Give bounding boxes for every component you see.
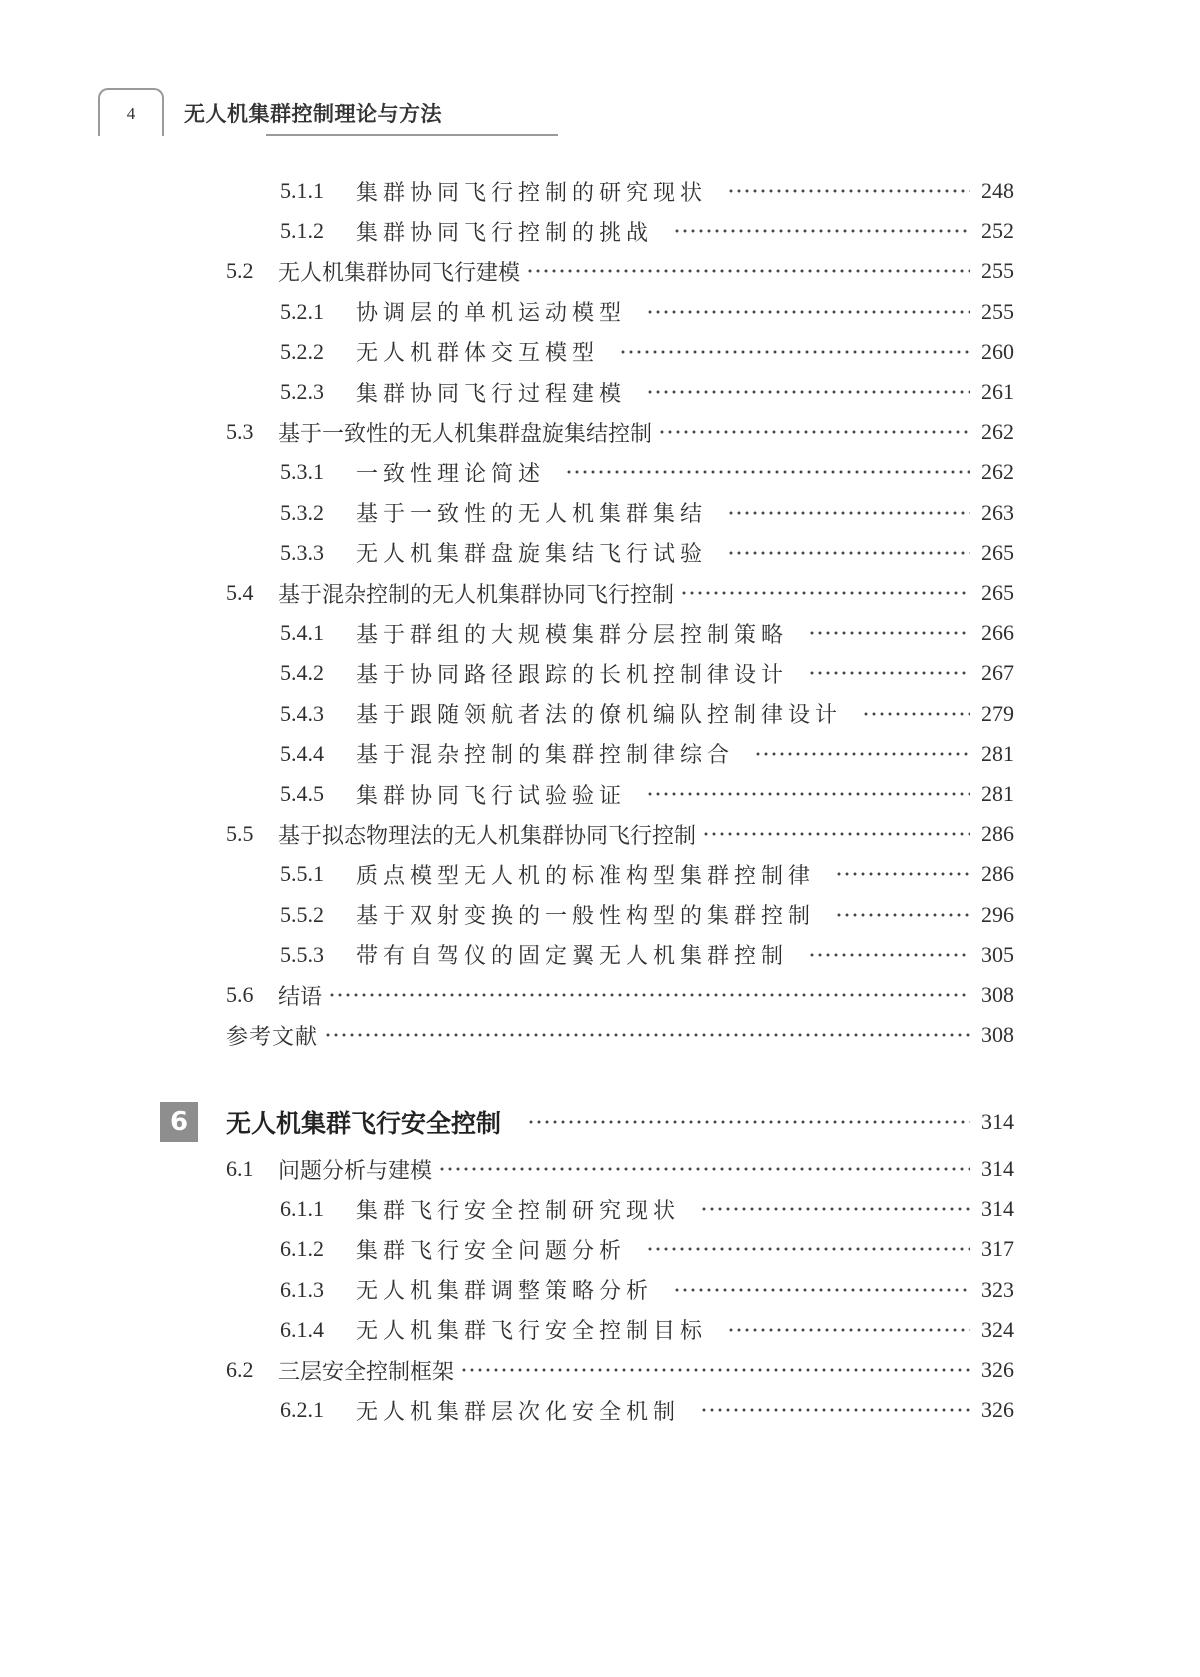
toc-entry-sub[interactable] bbox=[280, 737, 1014, 771]
toc-entry-sub[interactable] bbox=[280, 496, 1014, 530]
toc-entry-page: 281 bbox=[981, 781, 1014, 806]
page-number: 4 bbox=[126, 104, 136, 123]
dot-leader bbox=[646, 1238, 970, 1260]
toc-entry-sub[interactable] bbox=[280, 295, 1014, 329]
dot-leader bbox=[460, 1359, 970, 1381]
toc-entry-page: 265 bbox=[981, 580, 1014, 605]
toc-entry-title: 质点模型无人机的标准构型集群控制律 bbox=[356, 863, 816, 889]
toc-entry-number: 5.4 bbox=[226, 580, 254, 605]
dot-leader bbox=[808, 662, 970, 684]
toc-entry-page: 326 bbox=[981, 1397, 1014, 1423]
toc-entry-page: 305 bbox=[981, 941, 1014, 967]
dot-leader bbox=[673, 220, 970, 242]
toc-entry-number: 5.2.2 bbox=[280, 338, 324, 364]
toc-entry-page: 265 bbox=[981, 539, 1014, 565]
toc-entry-sub[interactable] bbox=[280, 536, 1014, 570]
toc-entry-number: 6.2 bbox=[226, 1357, 254, 1382]
toc-entry-page: 326 bbox=[981, 1357, 1014, 1382]
toc-entry-page: 286 bbox=[981, 861, 1014, 887]
toc-entry-title: 集群协同飞行控制的研究现状 bbox=[356, 180, 708, 206]
toc-entry-title: 基于一致性的无人机集群盘旋集结控制 bbox=[278, 421, 653, 447]
toc-entry-number: 5.6 bbox=[226, 982, 254, 1007]
toc-entry-sub[interactable] bbox=[280, 656, 1014, 690]
toc-entry-sub[interactable] bbox=[280, 616, 1014, 650]
toc-entry-title: 基于跟随领航者法的僚机编队控制律设计 bbox=[356, 703, 843, 729]
toc-entry-title: 集群飞行安全控制研究现状 bbox=[356, 1198, 681, 1224]
toc-entry-number: 5.2.3 bbox=[280, 379, 324, 404]
dot-leader bbox=[438, 1158, 970, 1180]
dot-leader bbox=[727, 1319, 970, 1341]
toc-entry-title: 基于拟态物理法的无人机集群协同飞行控制 bbox=[278, 823, 697, 849]
toc-entry-title: 集群协同飞行控制的挑战 bbox=[356, 220, 654, 246]
dot-leader bbox=[727, 502, 970, 524]
toc-entry-sec[interactable] bbox=[226, 576, 1014, 610]
toc-entry-title: 集群飞行安全问题分析 bbox=[356, 1238, 627, 1264]
toc-entry-title: 无人机集群盘旋集结飞行试验 bbox=[356, 542, 708, 568]
dot-leader bbox=[646, 301, 970, 323]
toc-entry-sub[interactable] bbox=[280, 455, 1014, 489]
dot-leader bbox=[835, 863, 970, 885]
toc-entry-sec[interactable] bbox=[226, 1152, 1014, 1186]
toc-entry-number: 5.4.2 bbox=[280, 660, 324, 686]
header-rule bbox=[266, 134, 558, 136]
toc-entry-title: 无人机集群飞行安全控制目标 bbox=[356, 1319, 708, 1345]
chapter-page: 314 bbox=[981, 1109, 1014, 1134]
toc-entry-title: 基于双射变换的一般性构型的集群控制 bbox=[356, 904, 816, 930]
toc-entry-sub[interactable] bbox=[280, 1273, 1014, 1307]
toc-entry-title: 基于混杂控制的集群控制律综合 bbox=[356, 743, 735, 769]
toc-entry-sec[interactable] bbox=[226, 817, 1014, 851]
toc-entry-sub[interactable] bbox=[280, 1393, 1014, 1427]
toc-entry-sub[interactable] bbox=[280, 375, 1014, 409]
toc-entry-page: 281 bbox=[981, 740, 1014, 766]
toc-entry-sub[interactable] bbox=[280, 335, 1014, 369]
toc-entry-title: 集群协同飞行试验验证 bbox=[356, 783, 627, 809]
toc-entry-page: 279 bbox=[981, 700, 1014, 726]
toc-entry-title: 基于协同路径跟踪的长机控制律设计 bbox=[356, 662, 789, 688]
toc-entry-number: 5.4.3 bbox=[280, 700, 324, 726]
dot-leader bbox=[619, 341, 970, 363]
toc-entry-sub[interactable] bbox=[280, 697, 1014, 731]
toc-entry-sub[interactable] bbox=[280, 898, 1014, 932]
toc-entry-sub[interactable] bbox=[280, 214, 1014, 248]
toc-entry-page: 261 bbox=[981, 379, 1014, 404]
toc-entry-number: 5.2.1 bbox=[280, 298, 324, 324]
toc-entry-number: 5.4.4 bbox=[280, 740, 324, 766]
toc-entry-number: 6.2.1 bbox=[280, 1397, 324, 1423]
toc-entry-number: 5.2 bbox=[226, 258, 254, 284]
toc-entry-number: 5.4.1 bbox=[280, 620, 324, 646]
toc-entry-title: 参考文献 bbox=[226, 1024, 319, 1050]
toc-entry-page: 260 bbox=[981, 338, 1014, 364]
chapter-title: 无人机集群飞行安全控制 bbox=[226, 1109, 502, 1138]
toc-entry-title: 结语 bbox=[278, 984, 323, 1010]
toc-entry-number: 5.3.2 bbox=[280, 499, 324, 525]
toc-entry-sub[interactable] bbox=[280, 1313, 1014, 1347]
toc-entry-page: 308 bbox=[981, 1022, 1014, 1048]
toc-entry-page: 262 bbox=[981, 459, 1014, 485]
toc-entry-page: 255 bbox=[981, 258, 1014, 284]
toc-entry-sec[interactable] bbox=[226, 1353, 1014, 1387]
toc-entry-sub[interactable] bbox=[280, 777, 1014, 811]
dot-leader bbox=[565, 461, 970, 483]
toc-entry-page: 263 bbox=[981, 499, 1014, 525]
toc-entry-number: 5.4.5 bbox=[280, 781, 324, 806]
chapter-number-badge: 6 bbox=[160, 1102, 198, 1142]
toc-entry-page: 317 bbox=[981, 1236, 1014, 1262]
dot-leader bbox=[646, 381, 970, 403]
dot-leader bbox=[527, 1111, 970, 1133]
dot-leader bbox=[727, 180, 970, 202]
toc-entry-title: 协调层的单机运动模型 bbox=[356, 301, 627, 327]
toc-entry-page: 308 bbox=[981, 982, 1014, 1007]
dot-leader bbox=[526, 260, 970, 282]
dot-leader bbox=[700, 1198, 970, 1220]
dot-leader bbox=[808, 944, 970, 966]
toc-entry-title: 一致性理论简述 bbox=[356, 461, 546, 487]
toc-entry-number: 5.5.3 bbox=[280, 941, 324, 967]
toc-entry-number: 6.1.4 bbox=[280, 1316, 324, 1342]
dot-leader bbox=[835, 904, 970, 926]
toc-entry-page: 296 bbox=[981, 901, 1014, 927]
toc-entry-sub[interactable] bbox=[280, 1192, 1014, 1226]
toc-entry-number: 5.3.3 bbox=[280, 539, 324, 565]
toc-entry-title: 无人机集群协同飞行建模 bbox=[278, 260, 521, 286]
toc-entry-title: 无人机集群调整策略分析 bbox=[356, 1279, 654, 1305]
toc-entry-number: 5.5 bbox=[226, 821, 254, 847]
toc-entry-sec[interactable] bbox=[226, 254, 1014, 288]
dot-leader bbox=[808, 622, 970, 644]
dot-leader bbox=[324, 1024, 970, 1046]
toc-entry-number: 5.3.1 bbox=[280, 459, 324, 485]
running-header bbox=[98, 88, 458, 136]
toc-entry-sub[interactable] bbox=[280, 938, 1014, 972]
toc-entry-title: 无人机群体交互模型 bbox=[356, 341, 600, 367]
toc-entry-number: 5.3 bbox=[226, 419, 254, 445]
toc-entry-title: 基于一致性的无人机集群集结 bbox=[356, 502, 708, 528]
toc-entry-sub[interactable] bbox=[280, 1232, 1014, 1266]
toc-entry-page: 324 bbox=[981, 1316, 1014, 1342]
book-title: 无人机集群控制理论与方法 bbox=[184, 102, 442, 126]
dot-leader bbox=[328, 984, 970, 1006]
toc-entry-title: 问题分析与建模 bbox=[278, 1158, 433, 1184]
toc-entry-number: 6.1.1 bbox=[280, 1196, 324, 1222]
toc-entry-number: 6.1.3 bbox=[280, 1276, 324, 1302]
dot-leader bbox=[673, 1279, 970, 1301]
dot-leader bbox=[702, 823, 970, 845]
toc-entry-sec[interactable] bbox=[226, 978, 1014, 1012]
toc-entry-page: 248 bbox=[981, 178, 1014, 203]
toc-entry-page: 323 bbox=[981, 1276, 1014, 1302]
toc-entry-sec[interactable] bbox=[226, 415, 1014, 449]
toc-entry-page: 252 bbox=[981, 218, 1014, 244]
toc-entry-page: 314 bbox=[981, 1196, 1014, 1222]
dot-leader bbox=[862, 703, 970, 725]
toc-entry-number: 5.5.2 bbox=[280, 901, 324, 927]
toc-entry-number: 6.1.2 bbox=[280, 1236, 324, 1262]
toc-entry-ref[interactable] bbox=[226, 1018, 1014, 1052]
dot-leader bbox=[680, 582, 970, 604]
dot-leader bbox=[727, 542, 970, 564]
dot-leader bbox=[754, 743, 970, 765]
toc-entry-number: 5.1.2 bbox=[280, 218, 324, 244]
toc-entry-page: 314 bbox=[981, 1156, 1014, 1181]
toc-entry-title: 无人机集群层次化安全机制 bbox=[356, 1399, 681, 1425]
toc-entry-page: 267 bbox=[981, 660, 1014, 686]
toc-entry-title: 集群协同飞行过程建模 bbox=[356, 381, 627, 407]
toc-entry-title: 带有自驾仪的固定翼无人机集群控制 bbox=[356, 944, 789, 970]
dot-leader bbox=[658, 421, 970, 443]
toc-entry-number: 6.1 bbox=[226, 1156, 254, 1181]
dot-leader bbox=[646, 783, 970, 805]
toc-entry-title: 三层安全控制框架 bbox=[278, 1359, 455, 1385]
toc-entry-sub[interactable] bbox=[280, 174, 1014, 208]
toc-entry-sub[interactable] bbox=[280, 857, 1014, 891]
toc-entry-page: 262 bbox=[981, 419, 1014, 445]
toc-entry-page: 286 bbox=[981, 821, 1014, 847]
toc-entry-number: 5.1.1 bbox=[280, 178, 324, 203]
toc-entry-page: 255 bbox=[981, 298, 1014, 324]
toc-entry-page: 266 bbox=[981, 620, 1014, 646]
toc-entry-title: 基于群组的大规模集群分层控制策略 bbox=[356, 622, 789, 648]
dot-leader bbox=[700, 1399, 970, 1421]
chapter-heading-row[interactable] bbox=[160, 1100, 1014, 1144]
toc-entry-title: 基于混杂控制的无人机集群协同飞行控制 bbox=[278, 582, 675, 608]
toc-entry-number: 5.5.1 bbox=[280, 861, 324, 887]
